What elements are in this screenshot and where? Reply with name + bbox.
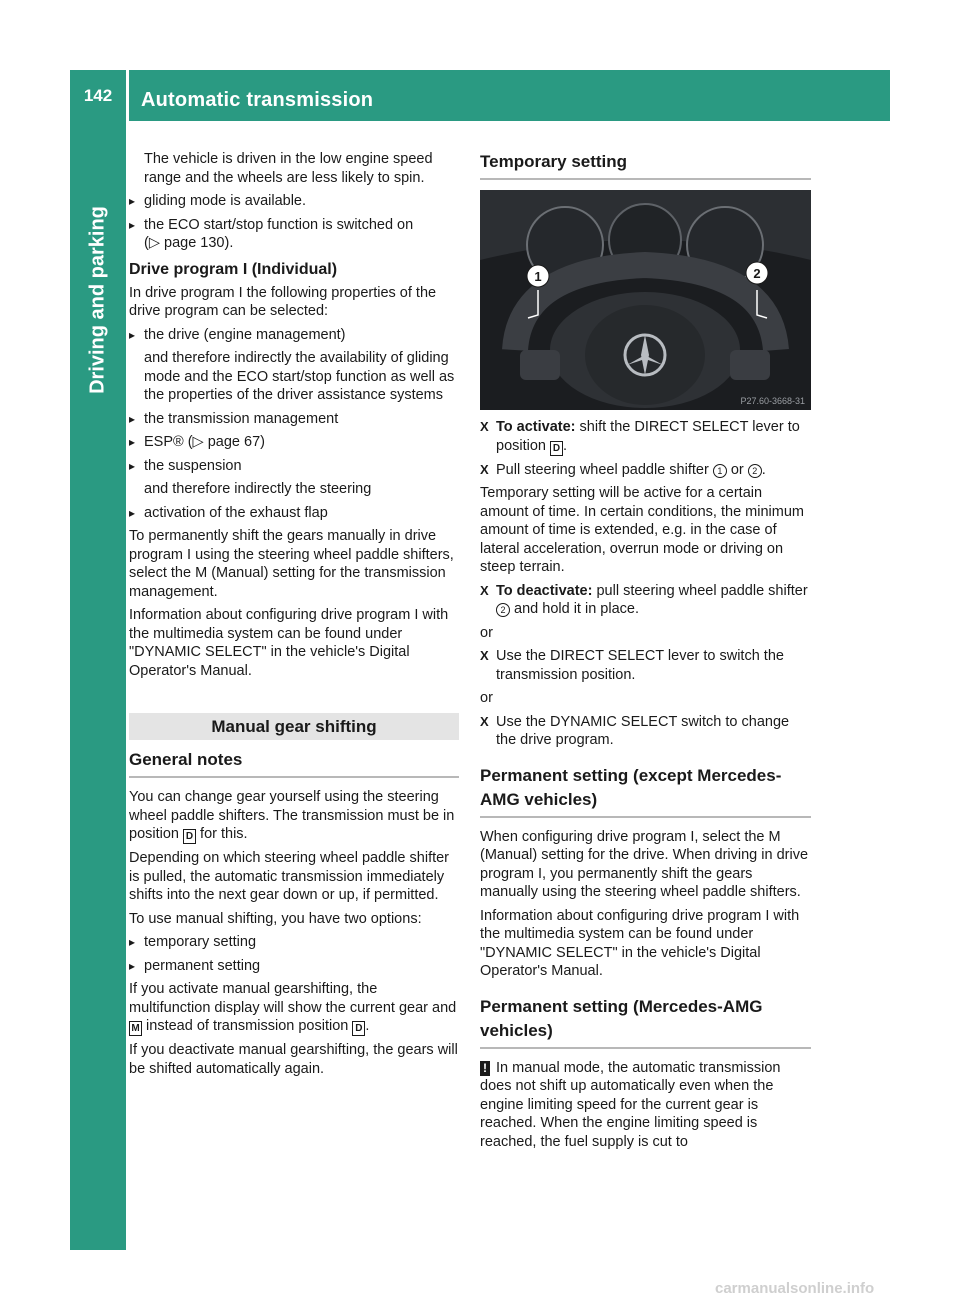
paragraph: Information about configuring drive program I with the multimedia system can be found under "DYNAMIC SELECT" in the vehicle's Digital Operator's Manual.	[480, 907, 800, 979]
step-text: Pull steering wheel paddle shifter	[496, 461, 709, 478]
instruction-step: X Use the DIRECT SELECT lever to switch the transmission position.	[480, 647, 811, 684]
position-d-icon: D	[550, 441, 563, 456]
list-item-detail: and therefore indirectly the availability of gliding mode and the ECO start/stop function as well as the properties of the driver assistance systems	[144, 350, 455, 403]
warning-icon: !	[480, 1061, 490, 1076]
paragraph-text: instead of transmission position	[146, 1018, 349, 1034]
warning-note	[480, 1059, 811, 1152]
position-d-icon: D	[183, 829, 196, 844]
step-text: or	[730, 461, 744, 478]
continued-text: The vehicle is driven in the low engine speed range and the wheels are less likely to spin.	[144, 151, 433, 186]
right-column	[480, 150, 811, 1156]
paragraph: If you activate manual gearshifting, the multifunction display will show the current gear and M instead of transmission position D .	[129, 981, 457, 1034]
callout-1-label: 1	[534, 269, 542, 284]
list-item: ▸ ESP® (▷ page 67)	[129, 433, 459, 452]
instruction-step: X Pull steering wheel paddle shifter 1 or 2 .	[480, 461, 811, 480]
paragraph: To permanently shift the gears manually in drive program I using the steering wheel paddle shifters, select the M (Manual) setting for the transmission management.	[129, 528, 454, 600]
list-item: ▸ the transmission management	[129, 410, 459, 429]
or-separator: or	[480, 690, 493, 706]
paragraph-text: for this.	[200, 826, 248, 842]
paragraph: Depending on which steering wheel paddle shifter is pulled, the automatic transmission immediately shifts into the next gear down or up, if permitted.	[129, 850, 450, 903]
step-text: and hold it in place.	[514, 601, 639, 617]
section-title-manual-gear-shifting: Manual gear shifting	[129, 713, 459, 740]
list-item: ▸ permanent setting	[129, 957, 459, 976]
paragraph: When configuring drive program I, select the M (Manual) setting for the drive. When driving in drive program I, you permanently shift the gears manually using the steering wheel paddle shifters.	[480, 828, 809, 900]
paragraph: Information about configuring drive program I with the multimedia system can be found under "DYNAMIC SELECT" in the vehicle's Digital Operator's Manual.	[129, 607, 449, 679]
list-item: ▸ gliding mode is available.	[129, 192, 459, 211]
heading-general-notes: General notes	[129, 748, 459, 778]
instruction-step: X Use the DYNAMIC SELECT switch to change the drive program.	[480, 713, 811, 750]
step-label: To activate:	[496, 419, 576, 435]
page-reference-link[interactable]: (▷ page 130).	[144, 235, 234, 251]
callout-2-label: 2	[753, 266, 761, 281]
spacer	[129, 685, 459, 713]
or-separator: or	[480, 624, 493, 641]
image-code: P27.60-3668-31	[740, 396, 805, 406]
paragraph: Temporary setting will be active for a certain amount of time. In certain conditions, the minimum amount of time is extended, e.g. in the case of lateral acceleration, overrun mode or driving on steep terrain.	[480, 485, 804, 575]
step-label: To deactivate:	[496, 582, 593, 599]
paragraph-text: If you activate manual gearshifting, the multifunction display will show the current gear and	[129, 981, 457, 1016]
list-item: ▸ activation of the exhaust flap	[129, 504, 459, 523]
left-column	[129, 150, 459, 1083]
callout-1-icon: 1	[713, 464, 727, 478]
paragraph: To use manual shifting, you have two options:	[129, 910, 422, 927]
page-number: 142	[83, 86, 113, 105]
heading-drive-program-individual: Drive program I (Individual)	[129, 260, 338, 278]
steering-wheel-photo	[480, 190, 811, 410]
callout-2-icon: 2	[748, 464, 762, 478]
step-text: shift the DIRECT SELECT lever to position	[496, 419, 800, 454]
instruction-step	[480, 582, 811, 619]
paragraph	[129, 788, 459, 844]
list-item: ▸ temporary setting	[129, 933, 459, 952]
heading-temporary-setting: Temporary setting	[480, 150, 811, 180]
site-watermark: carmanualsonline.info	[715, 1280, 875, 1297]
list-item: ▸ the suspension	[129, 457, 459, 476]
list-item-detail: and therefore indirectly the steering	[144, 481, 372, 497]
list-item	[129, 216, 459, 253]
paragraph-text: You can change gear yourself using the steering wheel paddle shifters. The transmission must be in position	[129, 789, 455, 842]
heading-permanent-setting-except-amg: Permanent setting (except Mercedes-AMG vehicles)	[480, 764, 811, 818]
position-d-icon: D	[352, 1021, 365, 1036]
list-item-text: the ECO start/stop function is switched on	[144, 216, 414, 233]
paragraph: If you deactivate manual gearshifting, the gears will be shifted automatically again.	[129, 1042, 458, 1077]
manual-m-icon: M	[129, 1021, 142, 1036]
warning-text: In manual mode, the automatic transmission does not shift up automatically even when the engine limiting speed for the current gear is reached. When the engine limiting speed is reached, the fuel supply is cut to	[480, 1059, 781, 1150]
header-divider	[126, 70, 129, 121]
step-text: pull steering wheel paddle shifter	[596, 582, 808, 599]
page-title: Automatic transmission	[141, 89, 374, 111]
side-tab-label: Driving and parking	[86, 206, 109, 394]
instruction-step: X To activate: shift the DIRECT SELECT lever to position D .	[480, 418, 811, 456]
paragraph: In drive program I the following properties of the drive program can be selected:	[129, 284, 437, 319]
callout-2-icon: 2	[496, 603, 510, 617]
list-item: ▸ the drive (engine management)	[129, 326, 459, 345]
heading-permanent-setting-amg: Permanent setting (Mercedes-AMG vehicles)	[480, 995, 811, 1049]
